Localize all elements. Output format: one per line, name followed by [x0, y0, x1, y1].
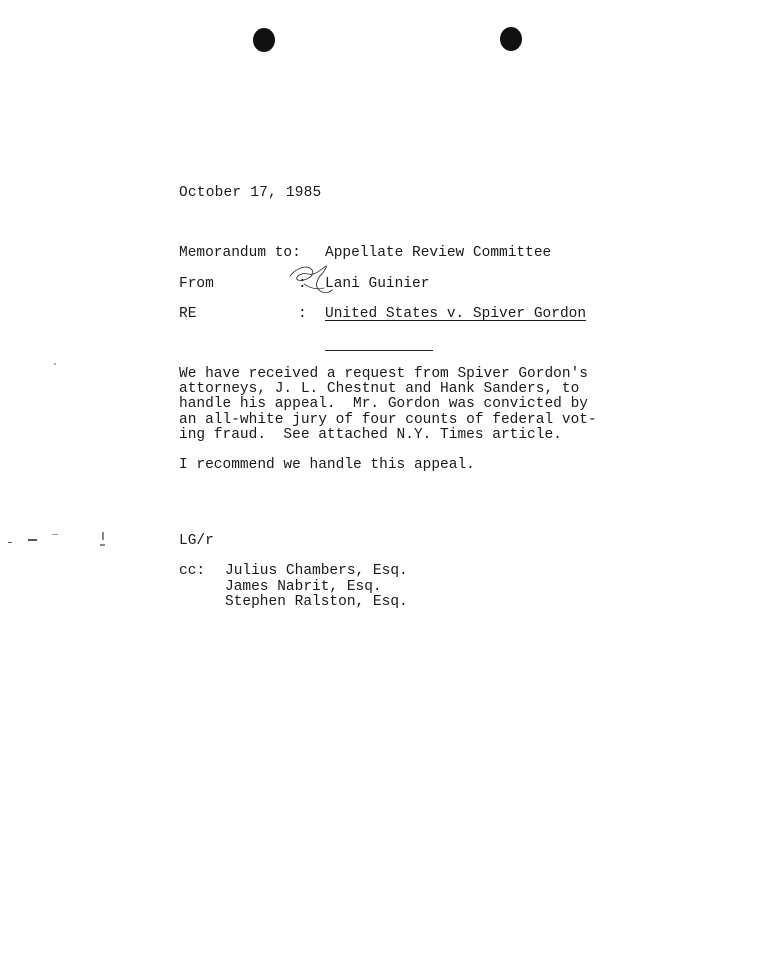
- memo-from-value: Lani Guinier: [325, 276, 430, 292]
- paragraph-line: I recommend we handle this appeal.: [179, 457, 475, 473]
- paragraph-line: We have received a request from Spiver Gordon's: [179, 366, 588, 382]
- cc-recipient: Stephen Ralston, Esq.: [225, 594, 408, 611]
- handwritten-initials-signature: [286, 262, 334, 298]
- memo-re-value: United States v. Spiver Gordon: [325, 306, 587, 322]
- memo-to-label: Memorandum to:: [179, 245, 301, 261]
- body-paragraph-1: [179, 367, 639, 443]
- memo-from-label: From: [179, 276, 214, 292]
- body-paragraph-2: [179, 458, 639, 473]
- memo-from-colon: :: [298, 276, 307, 292]
- scan-speck: [28, 539, 37, 541]
- cc-list: [225, 564, 408, 611]
- cc-recipient: James Nabrit, Esq.: [225, 578, 382, 595]
- scan-speck: [54, 363, 56, 365]
- scan-speck: [52, 534, 58, 535]
- scan-speck: [8, 542, 12, 543]
- punch-hole-right: [500, 27, 522, 51]
- scan-speck: [100, 544, 105, 546]
- punch-hole-left: [253, 28, 275, 52]
- memo-to-value: Appellate Review Committee: [325, 245, 552, 261]
- paragraph-line: attorneys, J. L. Chestnut and Hank Sanders, to: [179, 381, 580, 398]
- cc-label: cc:: [179, 563, 206, 579]
- paragraph-line: handle his appeal. Mr. Gordon was convicted by: [179, 396, 588, 413]
- paragraph-line: an all-white jury of four counts of federal vot-: [179, 411, 597, 428]
- paragraph-line: ing fraud. See attached N.Y. Times article.: [179, 426, 562, 443]
- scan-speck: [102, 532, 104, 540]
- memo-re-label: RE: [179, 306, 197, 322]
- cc-recipient: Julius Chambers, Esq.: [225, 563, 408, 579]
- header-divider: [325, 350, 433, 351]
- memo-re-colon: :: [298, 306, 307, 322]
- typist-initials: LG/r: [179, 533, 214, 549]
- memo-date: October 17, 1985: [179, 185, 322, 201]
